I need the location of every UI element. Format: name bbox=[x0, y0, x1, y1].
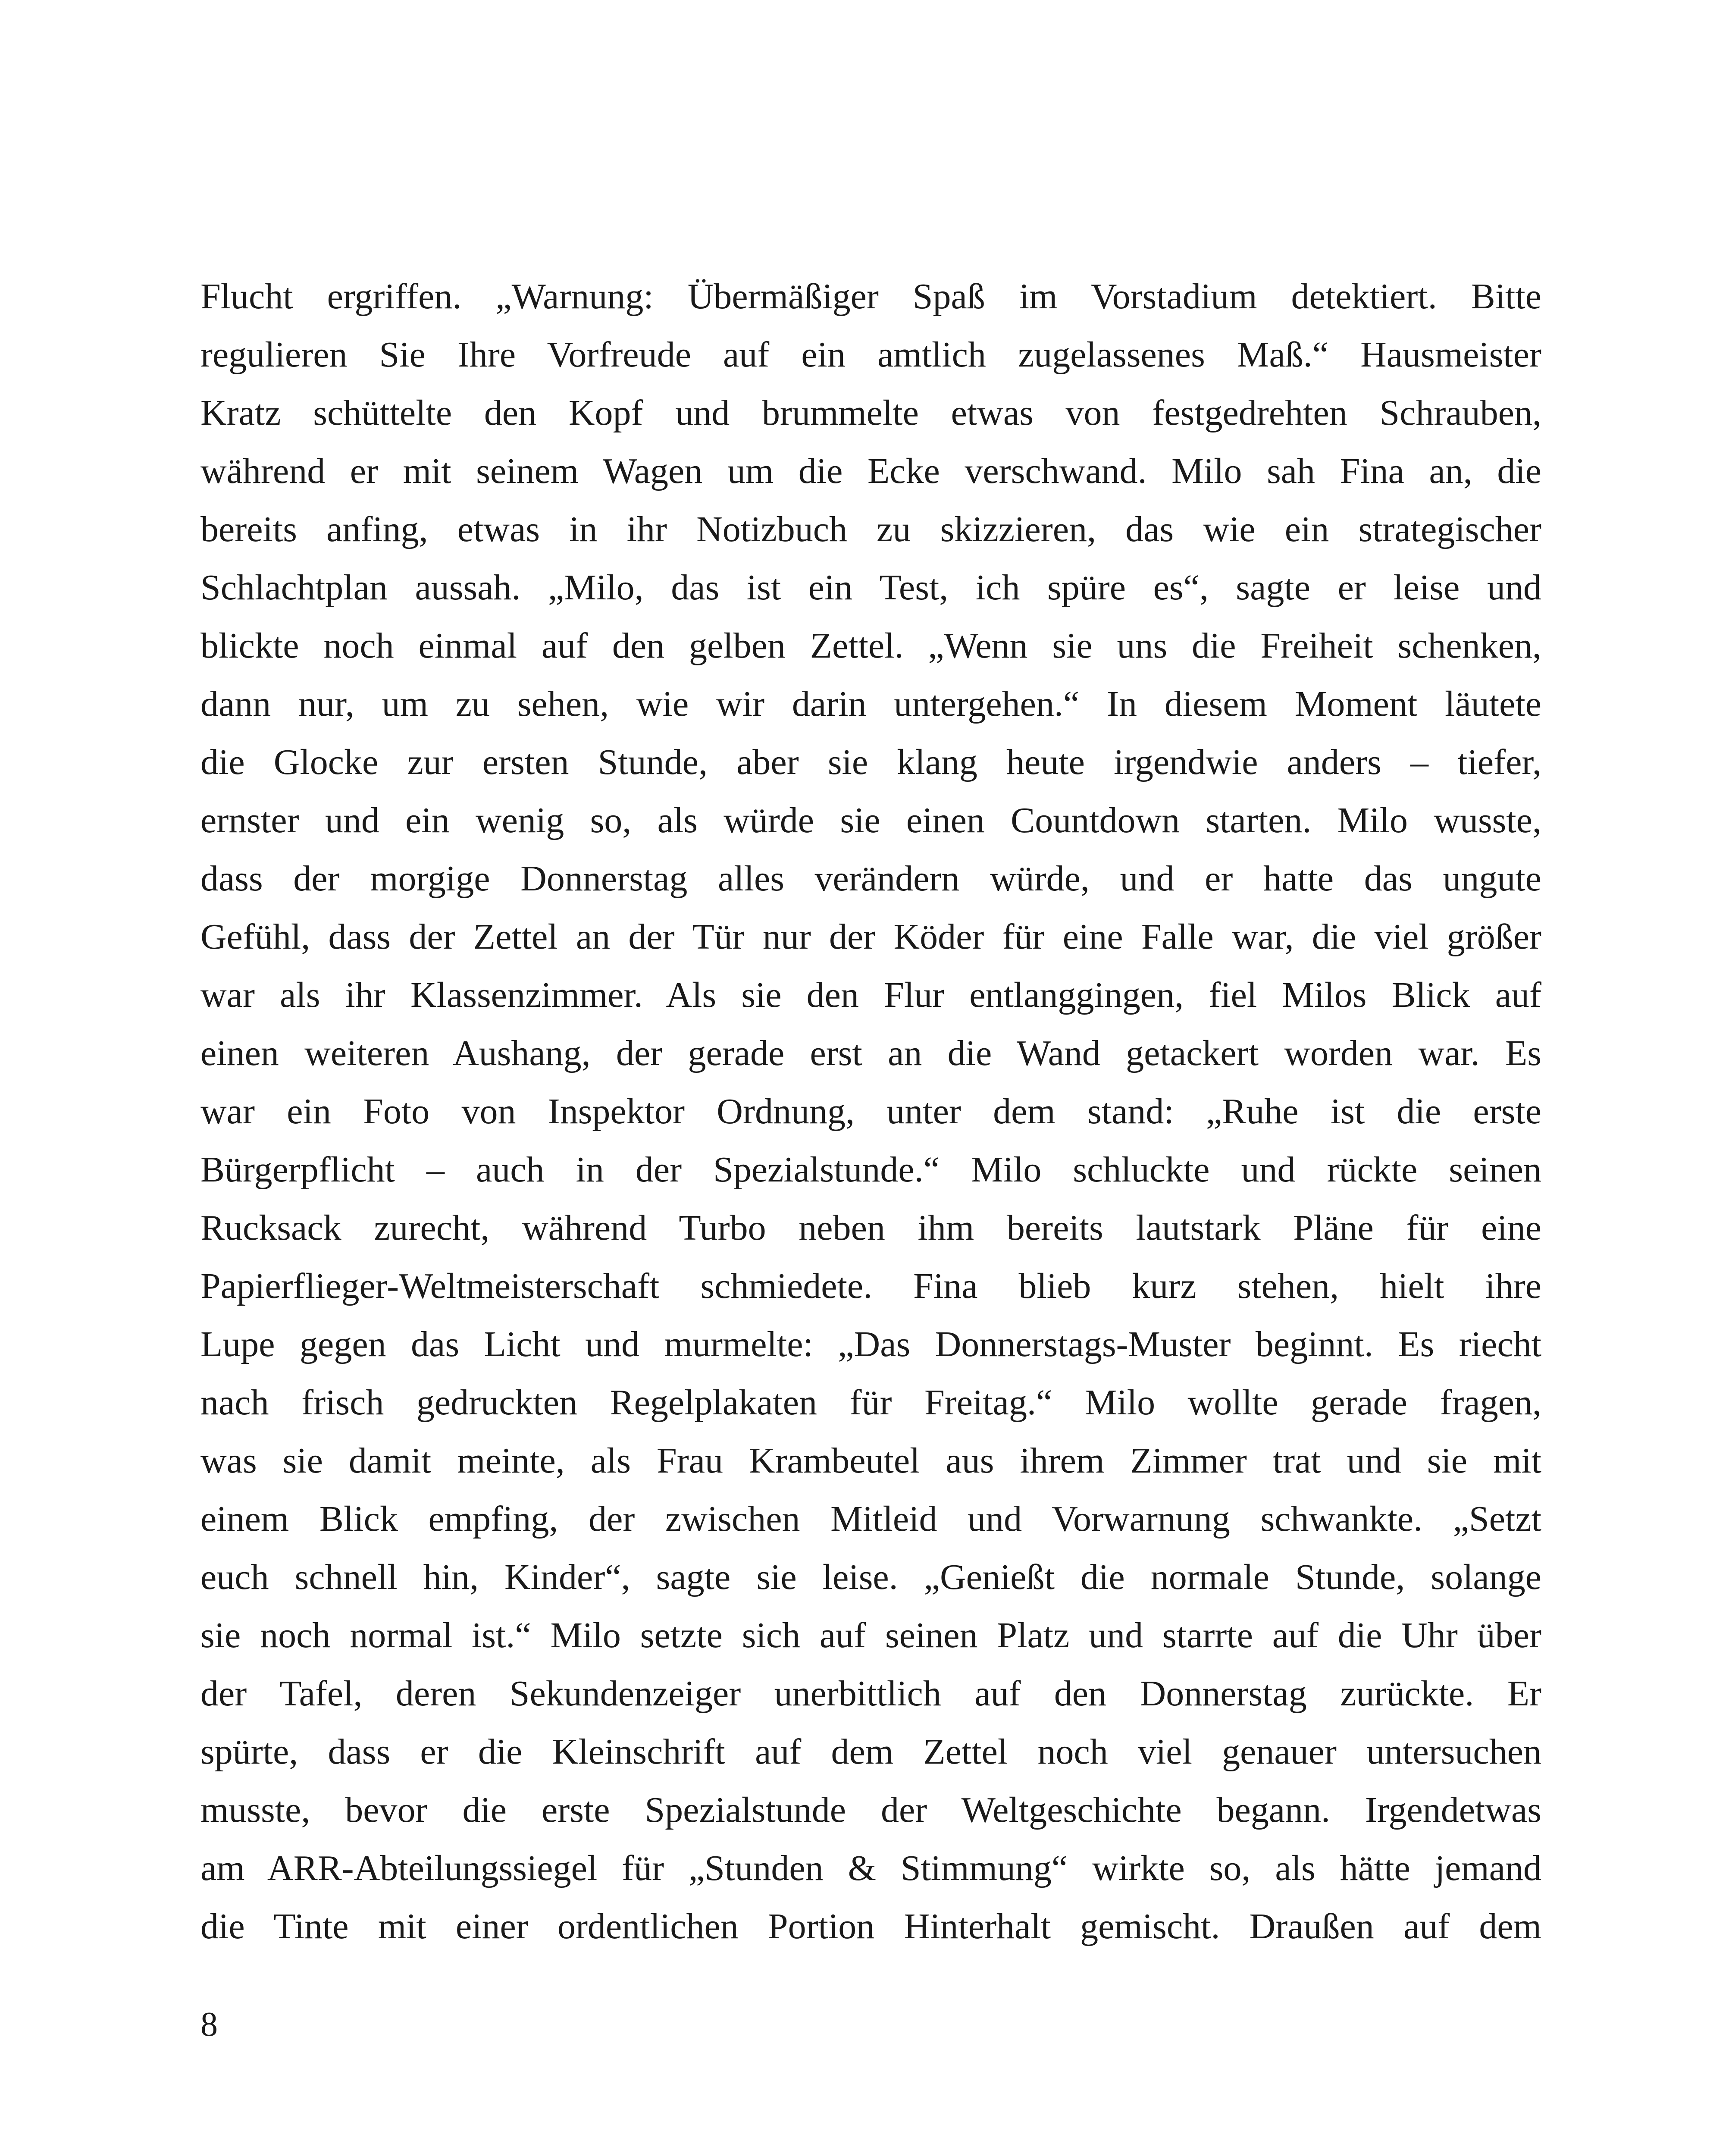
text-line: dass der morgige Donnerstag alles verändern würde, und er hatte das ungute bbox=[200, 859, 1541, 899]
text-line: Schlachtplan aussah. „Milo, das ist ein Test, ich spüre es“, sagte er leise und bbox=[200, 567, 1541, 608]
text-line: Flucht ergriffen. „Warnung: Übermäßiger Spaß im Vorstadium detektiert. Bitte bbox=[200, 276, 1541, 317]
text-line: was sie damit meinte, als Frau Krambeutel aus ihrem Zimmer trat und sie mit bbox=[200, 1441, 1541, 1481]
text-line: am ARR-Abteilungssiegel für „Stunden & Stimmung“ wirkte so, als hätte jemand bbox=[200, 1848, 1541, 1888]
text-line: Papierflieger-Weltmeisterschaft schmiedete. Fina blieb kurz stehen, hielt ihre bbox=[200, 1266, 1541, 1306]
text-line: regulieren Sie Ihre Vorfreude auf ein amtlich zugelassenes Maß.“ Hausmeister bbox=[200, 335, 1541, 375]
text-line: Rucksack zurecht, während Turbo neben ihm bereits lautstark Pläne für eine bbox=[200, 1208, 1541, 1248]
page-number: 8 bbox=[200, 2006, 218, 2043]
text-line: während er mit seinem Wagen um die Ecke verschwand. Milo sah Fina an, die bbox=[200, 451, 1541, 491]
body-text bbox=[200, 267, 1541, 1955]
text-line: einen weiteren Aushang, der gerade erst an die Wand getackert worden war. Es bbox=[200, 1033, 1541, 1073]
text-line: blickte noch einmal auf den gelben Zettel. „Wenn sie uns die Freiheit schenken, bbox=[200, 626, 1541, 666]
text-line: die Tinte mit einer ordentlichen Portion Hinterhalt gemischt. Draußen auf dem bbox=[200, 1906, 1541, 1946]
text-line: musste, bevor die erste Spezialstunde der Weltgeschichte begann. Irgendetwas bbox=[200, 1790, 1541, 1830]
text-line: die Glocke zur ersten Stunde, aber sie klang heute irgendwie anders – tiefer, bbox=[200, 742, 1541, 782]
text-line: Lupe gegen das Licht und murmelte: „Das Donnerstags-Muster beginnt. Es riecht bbox=[200, 1324, 1541, 1364]
text-line: ernster und ein wenig so, als würde sie einen Countdown starten. Milo wusste, bbox=[200, 800, 1541, 840]
text-line: euch schnell hin, Kinder“, sagte sie leise. „Genießt die normale Stunde, solange bbox=[200, 1557, 1541, 1597]
text-line: sie noch normal ist.“ Milo setzte sich auf seinen Platz und starrte auf die Uhr über bbox=[200, 1615, 1541, 1655]
text-line: bereits anfing, etwas in ihr Notizbuch zu skizzieren, das wie ein strategischer bbox=[200, 509, 1541, 549]
text-line: spürte, dass er die Kleinschrift auf dem Zettel noch viel genauer untersuchen bbox=[200, 1732, 1541, 1772]
text-line: Kratz schüttelte den Kopf und brummelte etwas von festgedrehten Schrauben, bbox=[200, 393, 1541, 433]
text-line: dann nur, um zu sehen, wie wir darin untergehen.“ In diesem Moment läutete bbox=[200, 684, 1541, 724]
text-line: einem Blick empfing, der zwischen Mitleid und Vorwarnung schwankte. „Setzt bbox=[200, 1499, 1541, 1539]
text-line: der Tafel, deren Sekundenzeiger unerbittlich auf den Donnerstag zurückte. Er bbox=[200, 1673, 1541, 1714]
text-line: Bürgerpflicht – auch in der Spezialstunde.“ Milo schluckte und rückte seinen bbox=[200, 1150, 1541, 1190]
text-line: Gefühl, dass der Zettel an der Tür nur der Köder für eine Falle war, die viel größer bbox=[200, 917, 1541, 957]
text-line: war als ihr Klassenzimmer. Als sie den Flur entlanggingen, fiel Milos Blick auf bbox=[200, 975, 1541, 1015]
text-line: war ein Foto von Inspektor Ordnung, unter dem stand: „Ruhe ist die erste bbox=[200, 1091, 1541, 1131]
text-line: nach frisch gedruckten Regelplakaten für Freitag.“ Milo wollte gerade fragen, bbox=[200, 1382, 1541, 1423]
